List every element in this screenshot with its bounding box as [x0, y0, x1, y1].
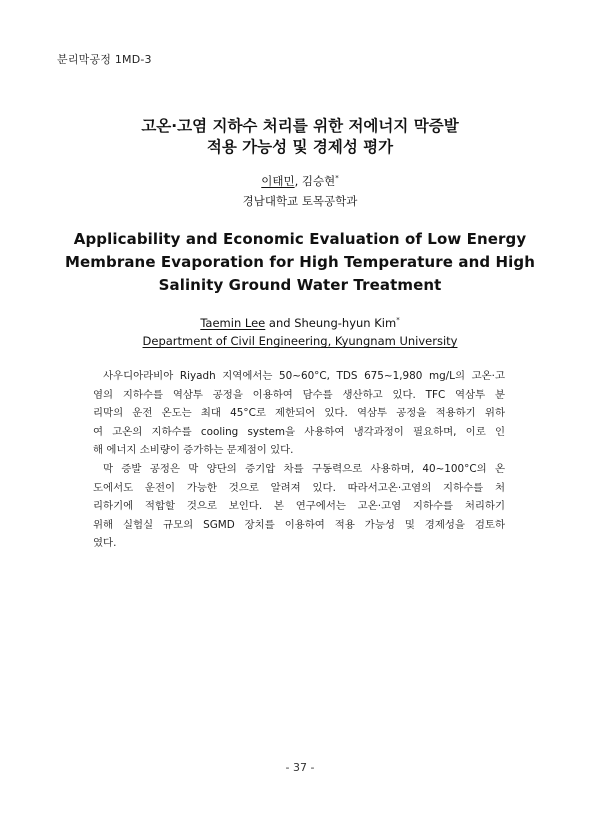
- english-author-2: Sheung-hyun Kim: [294, 316, 397, 330]
- english-title-line-1: Applicability and Economic Evaluation of Low Energy: [73, 230, 527, 248]
- page-number: - 37 -: [285, 761, 315, 774]
- english-author-join: and: [265, 316, 295, 330]
- korean-authors: [0, 173, 600, 189]
- corresponding-mark: *: [335, 174, 339, 183]
- abstract-line: 위해 실험실 규모의 SGMD 장치를 이용하여 적용 가능성 및 경제성을 검토하: [93, 518, 505, 531]
- abstract-body: [93, 367, 505, 553]
- korean-author-1: 이태민: [261, 174, 295, 188]
- korean-author-2: 김승현: [301, 174, 336, 188]
- abstract-line: 였다.: [93, 537, 117, 550]
- abstract-line: 리하기에 적합할 것으로 보인다. 본 연구에서는 고온·고염 지하수를 처리하기: [93, 500, 505, 513]
- english-author-1: Taemin Lee: [200, 316, 266, 330]
- abstract-line: 해 에너지 소비량이 증가하는 문제점이 있다.: [93, 444, 294, 457]
- session-code: 분리막공정 1MD-3: [57, 53, 152, 66]
- abstract-line: 사우디아라비아 Riyadh 지역에서는 50~60°C, TDS 675~1,980 mg/L의 고온·고: [103, 370, 505, 382]
- korean-affiliation: 경남대학교 토목공학과: [242, 194, 358, 208]
- abstract-line: 여 고온의 지하수를 cooling system을 사용하여 냉각과정이 필요하며, 이로 인: [93, 425, 505, 438]
- english-affiliation: [0, 334, 600, 348]
- english-affiliation-text: Department of Civil Engineering, Kyungnam University: [142, 334, 458, 348]
- abstract-line: 막 증발 공정은 막 양단의 증기압 차를 구동력으로 사용하며, 40~100°C의 온: [103, 462, 505, 475]
- korean-title-line-2: 적용 가능성 및 경제성 평가: [206, 138, 394, 156]
- english-authors: [0, 316, 600, 330]
- abstract-line: 리막의 운전 온도는 최대 45°C로 제한되어 있다. 역삼투 공정을 적용하기 위하: [93, 407, 505, 420]
- abstract-line: 도에서도 운전이 가능한 것으로 알려져 있다. 따라서고온·고염의 지하수를 처: [93, 481, 505, 494]
- english-corresponding-mark: *: [396, 316, 400, 325]
- english-title-line-2: Membrane Evaporation for High Temperature and High: [64, 253, 536, 271]
- english-title-line-3: Salinity Ground Water Treatment: [158, 276, 442, 294]
- abstract-line: 염의 지하수를 역삼투 공정을 이용하여 담수를 생산하고 있다. TFC 역삼투 분: [93, 388, 505, 401]
- korean-author-separator: ,: [294, 174, 302, 188]
- korean-title-line-1: 고온·고염 지하수 처리를 위한 저에너지 막증발: [141, 117, 459, 135]
